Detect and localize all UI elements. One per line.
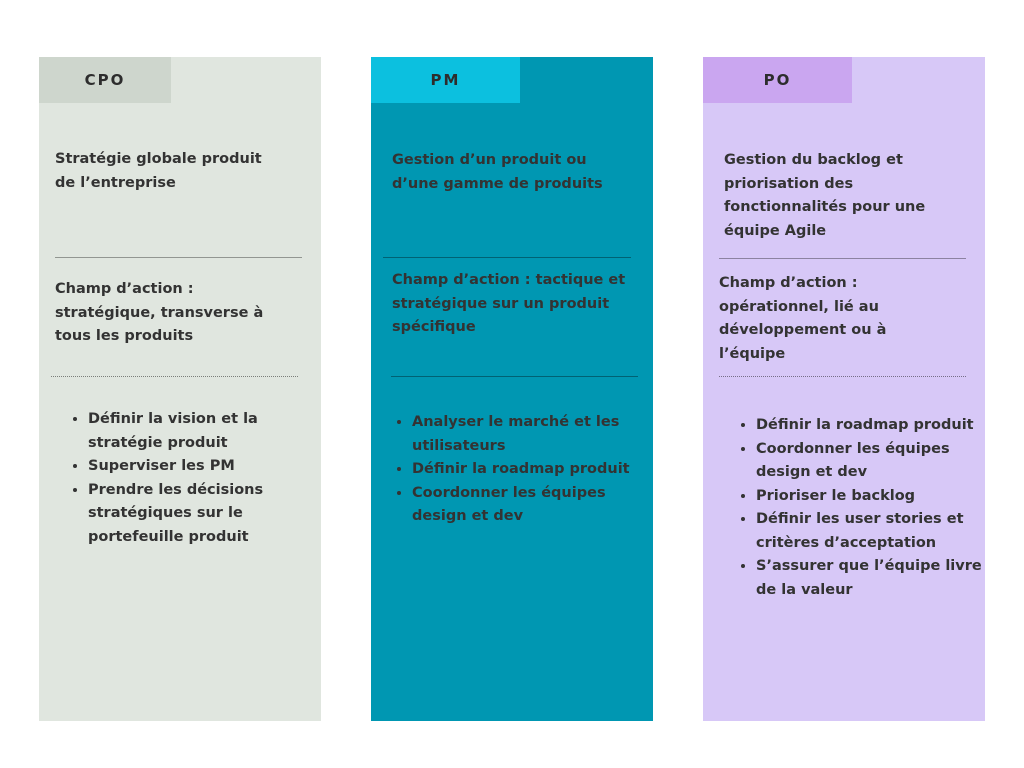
pm-task-list — [379, 411, 645, 529]
cpo-task-item: • Prendre les décisions stratégiques sur le portefeuille produit — [88, 479, 288, 550]
po-column — [703, 57, 985, 721]
cpo-task-item: • Superviser les PM — [88, 455, 288, 479]
po-task-item: • Définir la roadmap produit — [756, 414, 986, 438]
cpo-column — [39, 57, 321, 721]
po-separator-1 — [719, 258, 966, 259]
cpo-scope: Champ d’action : stratégique, transverse à tous les produits — [55, 281, 264, 344]
cpo-tab: CPO — [39, 57, 171, 103]
pm-task-item: • Analyser le marché et les utilisateurs — [412, 411, 645, 458]
pm-tab: PM — [371, 57, 520, 103]
pm-task-item: • Définir la roadmap produit — [412, 458, 645, 482]
po-task-item: • S’assurer que l’équipe livre de la valeur — [756, 555, 986, 602]
cpo-description: Stratégie globale produit de l’entreprise — [55, 151, 262, 191]
po-tab: PO — [703, 57, 852, 103]
po-task-item: • Coordonner les équipes design et dev — [756, 438, 986, 485]
cpo-separator-2 — [51, 376, 298, 377]
cpo-task-item: • Définir la vision et la stratégie produit — [88, 408, 288, 455]
po-description: Gestion du backlog et priorisation des fonctionnalités pour une équipe Agile — [724, 152, 926, 239]
pm-description: Gestion d’un produit ou d’une gamme de produits — [392, 152, 603, 192]
pm-column — [371, 57, 653, 721]
pm-task-item: • Coordonner les équipes design et dev — [412, 482, 645, 529]
cpo-separator-1 — [55, 257, 302, 258]
pm-separator-2 — [391, 376, 638, 377]
pm-scope: Champ d’action : tactique et stratégique sur un produit spécifique — [392, 272, 626, 335]
po-task-list — [723, 414, 986, 602]
po-task-item: • Définir les user stories et critères d’acceptation — [756, 508, 986, 555]
cpo-task-list — [55, 408, 288, 549]
po-separator-2 — [719, 376, 966, 377]
po-task-item: • Prioriser le backlog — [756, 485, 986, 509]
po-scope: Champ d’action : opérationnel, lié au développement ou à l’équipe — [719, 275, 887, 362]
pm-separator-1 — [383, 257, 631, 258]
